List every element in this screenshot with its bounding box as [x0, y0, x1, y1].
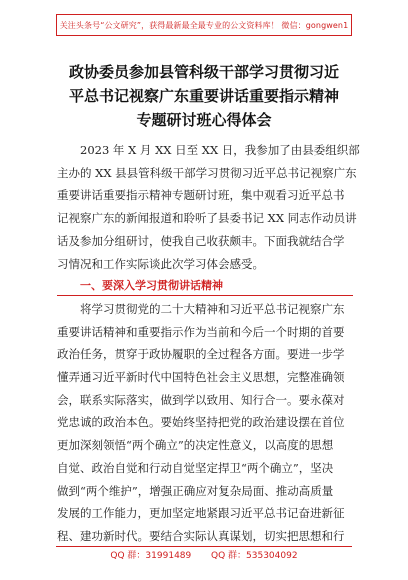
section-paragraph	[57, 298, 353, 548]
footer-qq-group-1: QQ 群：31991489	[110, 551, 192, 561]
intro-paragraph	[57, 139, 360, 275]
title-line-3: 专题研讨班心得体会	[136, 111, 272, 129]
section-line: 更加深刻领悟“两个确立”的决定性意义，以高度的思想	[57, 438, 334, 453]
title-line-1: 政协委员参加县管科级干部学习贯彻习近	[68, 63, 339, 81]
intro-line: 2023 年 X 月 XX 日至 XX 日，我参加了由县委组织部	[80, 143, 360, 157]
intro-line: 习情况和工作实际谈此次学习体会感受。	[57, 256, 264, 271]
footer-qq-group-2: QQ 群：535304092	[211, 551, 298, 561]
intro-line: 主办的 XX 县县管科级干部学习贯彻习近平总书记视察广东	[57, 165, 357, 180]
footer-rule	[56, 546, 352, 547]
section-line: 党忠诚的政治本色。要始终坚持把党的政治建设摆在首位	[57, 415, 345, 430]
heading-underline	[57, 295, 353, 296]
intro-line: 记视察广东的新闻报道和聆听了县委书记 XX 同志作动员讲	[57, 211, 357, 226]
document-body	[57, 139, 360, 548]
section-line: 重要讲话精神和重要指示作为当前和今后一个时期的首要	[57, 324, 345, 339]
banner-text: 关注头条号“公文研究”，获得最新最全最专业的公文资料库！ 微信：gongwen1	[59, 20, 349, 30]
title-line-2: 平总书记视察广东重要讲话重要指示精神	[68, 87, 339, 105]
section-line: 发展的工作能力，更加坚定地紧跟习近平总书记奋进新征	[57, 506, 345, 521]
section-line: 会，联系实际落实，做到学以致用、知行合一。要永葆对	[57, 392, 345, 407]
intro-line: 话及参加分组研讨，使我自己收获颇丰。下面我就结合学	[57, 233, 345, 248]
section-line: 程、建功新时代。要结合实际认真谋划，切实把思想和行	[57, 528, 345, 543]
top-banner	[56, 14, 352, 36]
section-line: 政治任务，贯穿于政协履职的全过程各方面。要进一步学	[57, 347, 345, 362]
intro-line: 重要讲话重要指示精神专题研讨班，集中观看习近平总书	[57, 188, 345, 203]
section-line: 将学习贯彻党的二十大精神和习近平总书记视察广东	[80, 301, 345, 316]
section-line: 做到“两个维护”，增强正确应对复杂局面、推动高质量	[57, 483, 334, 498]
document-title	[40, 60, 368, 132]
section-heading: 一、要深入学习贯彻讲话精神	[80, 279, 223, 293]
footer	[0, 548, 408, 561]
section-line: 懂弄通习近平新时代中国特色社会主义思想，完整准确领	[57, 370, 345, 385]
section-line: 自觉、政治自觉和行动自觉坚定捍卫“两个确立”，坚决	[57, 460, 334, 475]
